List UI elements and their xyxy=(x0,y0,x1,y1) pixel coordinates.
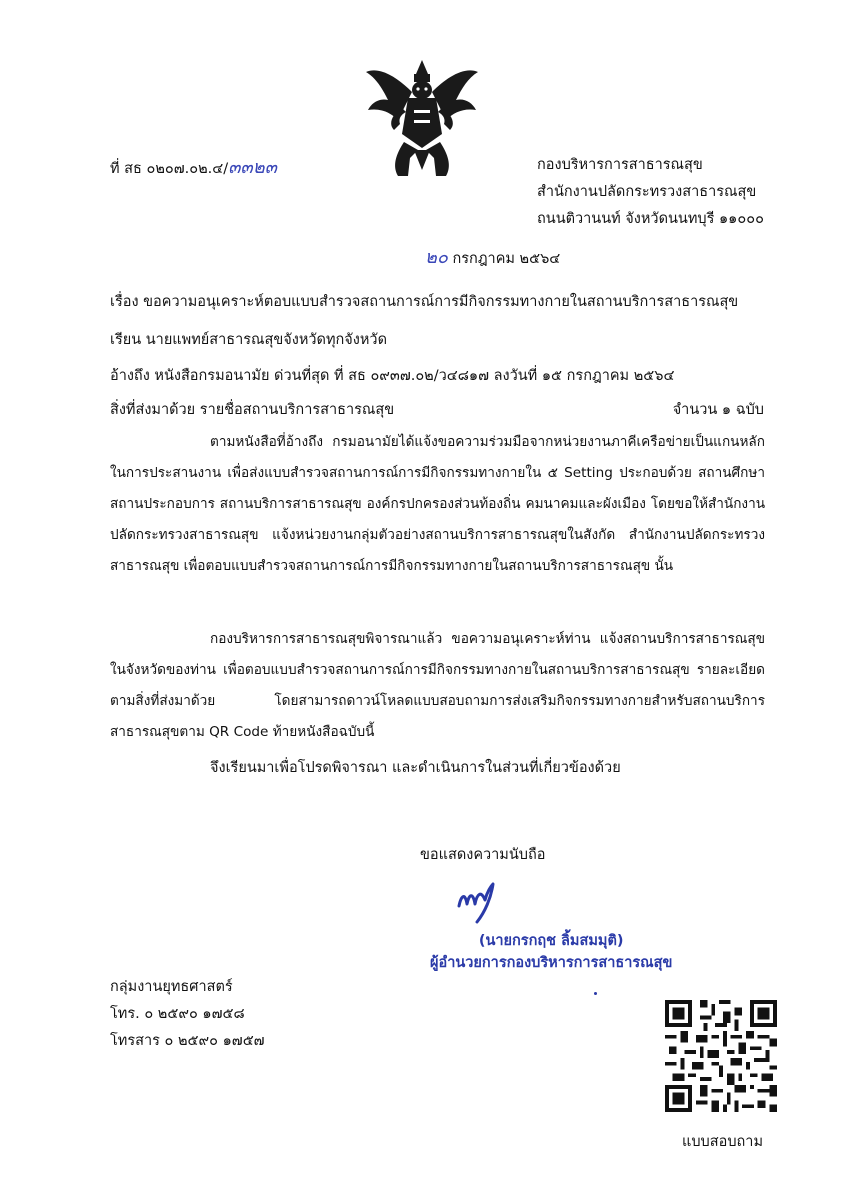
ink-dot xyxy=(594,992,597,995)
handwritten-signature-icon xyxy=(455,876,505,924)
subject-line: เรื่อง ขอความอนุเคราะห์ตอบแบบสำรวจสถานการณ์การมีกิจกรรมทางกายในสถานบริการสาธารณสุข xyxy=(110,294,739,310)
phone-number: โทร. ๐ ๒๕๙๐ ๑๗๕๘ xyxy=(110,1006,245,1022)
department-name: กลุ่มงานยุทธศาสตร์ xyxy=(110,979,233,995)
address-line: สำนักงานปลัดกระทรวงสาธารณสุข xyxy=(537,184,757,200)
enclosure-line: สิ่งที่ส่งมาด้วย รายชื่อสถานบริการสาธารณสุข xyxy=(110,402,395,418)
enclosure-count: จำนวน ๑ ฉบับ xyxy=(672,402,764,418)
date-month-year: กรกฎาคม ๒๕๖๔ xyxy=(447,251,561,267)
sender-address xyxy=(537,152,764,233)
regards-line: ขอแสดงความนับถือ xyxy=(420,847,546,863)
signer-title: ผู้อำนวยการกองบริหารการสาธารณสุข xyxy=(430,955,673,971)
garuda-emblem-icon xyxy=(358,58,486,180)
closing-sentence: จึงเรียนมาเพื่อโปรดพิจารณา และดำเนินการในส่วนที่เกี่ยวข้องด้วย xyxy=(210,760,621,776)
fax-number: โทรสาร ๐ ๒๕๙๐ ๑๗๕๗ xyxy=(110,1033,265,1049)
document-date xyxy=(425,242,560,271)
qr-code-icon[interactable] xyxy=(665,1000,777,1112)
body-paragraph-2: กองบริหารการสาธารณสุขพิจารณาแล้ว ขอความอนุเคราะห์ท่าน แจ้งสถานบริการสาธารณสุขในจังหวัดของท่าน เพื่อตอบแบบสำรวจสถานการณ์การมีกิจกรรมทางกายในสถานบริการสาธารณสุข รายละเอียดตามสิ่งที่ส่งมาด้วย โดยสามารถดาวน์โหลดแบบสอบถามการส่งเสริมกิจกรรมทางกายสำหรับสถานบริการสาธารณสุขตาม QR Code ท้ายหนังสือฉบับนี้ xyxy=(110,631,765,740)
address-line: ถนนติวานนท์ จังหวัดนนทบุรี ๑๑๐๐๐ xyxy=(537,211,764,227)
reference-handwritten-number: ๓๓๒๓ xyxy=(228,157,277,178)
reference-prefix: ที่ สธ ๐๒๐๗.๐๒.๔/ xyxy=(110,161,229,177)
address-line: กองบริหารการสาธารณสุข xyxy=(537,157,703,173)
signer-block xyxy=(430,930,672,974)
reference-line: อ้างถึง หนังสือกรมอนามัย ด่วนที่สุด ที่ สธ ๐๙๓๗.๐๒/ว๔๘๑๗ ลงวันที่ ๑๕ กรกฎาคม ๒๕๖๔ xyxy=(110,368,675,384)
signer-name: (นายกรกฤช ลิ้มสมมุติ) xyxy=(478,933,624,949)
date-handwritten-day: ๒๐ xyxy=(425,247,448,268)
document-reference-number xyxy=(110,152,277,181)
qr-caption: แบบสอบถาม xyxy=(682,1134,763,1150)
recipient-line: เรียน นายแพทย์สาธารณสุขจังหวัดทุกจังหวัด xyxy=(110,332,387,348)
contact-footer xyxy=(110,974,265,1055)
body-paragraph-1: ตามหนังสือที่อ้างถึง กรมอนามัยได้แจ้งขอความร่วมมือจากหน่วยงานภาคีเครือข่ายเป็นแกนหลักในการประสานงาน เพื่อส่งแบบสำรวจสถานการณ์การมีกิจกรรมทางกายใน ๕ Setting ประกอบด้วย สถานศึกษา สถานประกอบการ สถานบริการสาธารณสุข องค์กรปกครองส่วนท้องถิ่น คมนาคมและผังเมือง โดยขอให้สำนักงานปลัดกระทรวงสาธารณสุข แจ้งหน่วยงานกลุ่มตัวอย่างสถานบริการสาธารณสุขในสังกัด สำนักงานปลัดกระทรวงสาธารณสุข เพื่อตอบแบบสำรวจสถานการณ์การมีกิจกรรมทางกายในสถานบริการสาธารณสุข นั้น xyxy=(110,434,765,574)
